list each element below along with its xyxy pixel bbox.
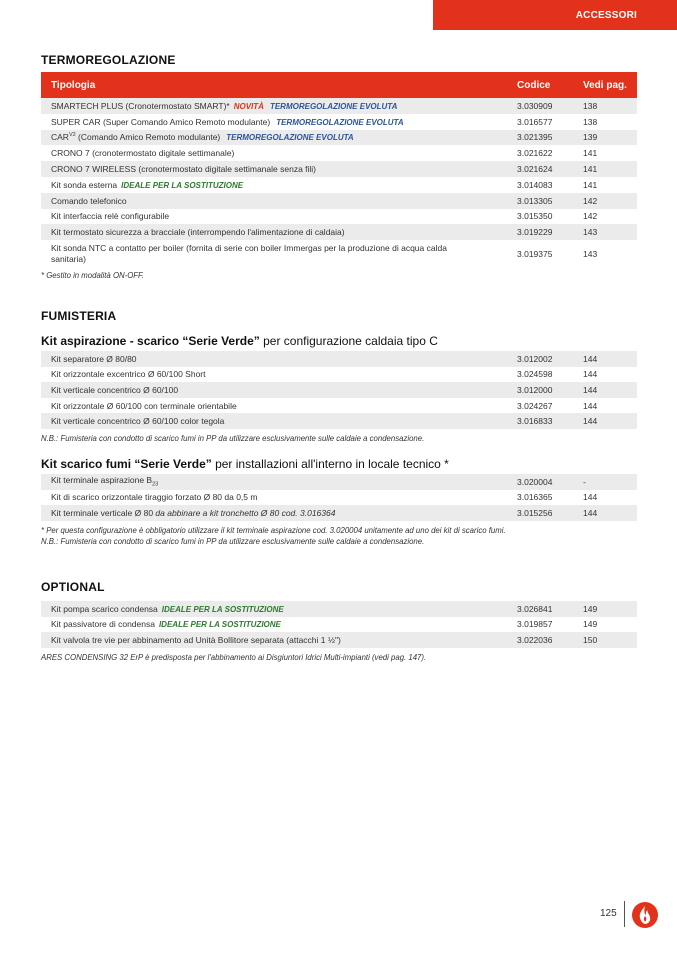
- optional-title: OPTIONAL: [41, 580, 105, 594]
- row-text: Kit verticale concentrico Ø 60/100 color tegola: [41, 413, 517, 429]
- row-code: 3.021395: [517, 130, 583, 146]
- row-text-superscript: V2: [68, 132, 76, 139]
- table-row: [41, 130, 637, 146]
- row-page: 144: [583, 492, 598, 503]
- tag-ideale-sostituzione: IDEALE PER LA SOSTITUZIONE: [158, 620, 281, 630]
- termoregolazione-note: * Gestito in modalità ON-OFF.: [41, 271, 144, 280]
- table-row: [41, 351, 637, 367]
- row-page: -: [583, 474, 637, 490]
- row-page: 144: [583, 369, 598, 380]
- row-text: Comando telefonico: [41, 193, 517, 209]
- row-text-italic: da abbinare a kit tronchetto Ø 80 cod. 3.016364: [153, 507, 336, 518]
- row-code: 3.026841: [517, 601, 583, 617]
- table-row: [41, 367, 637, 383]
- tag-termoregolazione-evoluta: TERMOREGOLAZIONE EVOLUTA: [226, 133, 354, 143]
- row-text-subscript: 23: [152, 482, 159, 489]
- row-code: 3.015350: [517, 211, 553, 222]
- kit-scarico-note-2: N.B.: Fumisteria con condotto di scarico fumi in PP da utilizzare esclusivamente sulle caldaie a condensazione.: [41, 537, 425, 546]
- row-code: 3.016577: [517, 116, 553, 127]
- brand-flame-logo-icon: [631, 901, 659, 929]
- kit-scarico-table: [41, 474, 637, 521]
- row-text-prefix: CAR: [51, 132, 69, 143]
- row-code: 3.020004: [517, 474, 583, 490]
- table-row: [41, 240, 637, 267]
- row-text: Kit verticale concentrico Ø 60/100: [41, 382, 517, 398]
- row-text: Kit orizzontale Ø 60/100 con terminale orientabile: [51, 400, 237, 411]
- table-row: [41, 177, 637, 193]
- row-text: CRONO 7 WIRELESS (cronotermostato digitale settimanale senza fili): [41, 161, 517, 177]
- row-code: 3.013305: [517, 193, 583, 209]
- row-code: 3.016833: [517, 413, 583, 429]
- termoregolazione-title: TERMOREGOLAZIONE: [41, 53, 176, 67]
- row-text: CRONO 7 (cronotermostato digitale settimanale): [51, 148, 235, 159]
- row-code: 3.014083: [517, 179, 553, 190]
- table-row: [41, 382, 637, 398]
- tag-novita: NOVITÀ: [233, 101, 264, 111]
- table-row: [41, 617, 637, 633]
- kit-scarico-note-1: * Per questa configurazione è obbligatorio utilizzare il kit terminale aspirazione cod. 3.020004 unitamente ad uno dei kit di scarico fumi.: [41, 526, 506, 535]
- row-page: 141: [583, 179, 598, 190]
- row-page: 144: [583, 413, 637, 429]
- row-page: 144: [583, 400, 598, 411]
- kit-aspirazione-note: N.B.: Fumisteria con condotto di scarico fumi in PP da utilizzare esclusivamente sulle caldaie a condensazione.: [41, 434, 425, 443]
- table-row: [41, 474, 637, 490]
- row-code: 3.021624: [517, 161, 583, 177]
- page-number: 125: [600, 908, 617, 919]
- table-row: [41, 632, 637, 648]
- row-page: 144: [583, 505, 637, 521]
- row-page: 143: [583, 248, 598, 259]
- optional-table: [41, 601, 637, 648]
- row-text: Kit separatore Ø 80/80: [41, 351, 517, 367]
- row-text: Kit terminale verticale Ø 80: [51, 507, 154, 518]
- row-page: 141: [583, 161, 637, 177]
- row-page: 150: [583, 632, 637, 648]
- row-page: 141: [583, 148, 598, 159]
- row-text-prefix: Kit terminale aspirazione B: [51, 475, 153, 486]
- table-row: [41, 398, 637, 414]
- row-page: 142: [583, 211, 598, 222]
- row-code: 3.016365: [517, 492, 553, 503]
- row-page: 149: [583, 619, 598, 630]
- footer-divider: [624, 901, 625, 927]
- tag-termoregolazione-evoluta: TERMOREGOLAZIONE EVOLUTA: [269, 101, 398, 111]
- table-row: [41, 98, 637, 114]
- optional-note: ARES CONDENSING 32 ErP è predisposta per l'abbinamento ai Disgiuntori Idrici Multi-impianti (vedi pag. 147).: [41, 653, 427, 662]
- kit-aspirazione-heading-bold: Kit aspirazione - scarico “Serie Verde”: [41, 334, 260, 348]
- table-row: [41, 224, 637, 240]
- kit-scarico-heading-bold: Kit scarico fumi “Serie Verde”: [41, 457, 212, 471]
- row-text: Kit sonda esterna: [51, 179, 118, 190]
- row-text: Kit valvola tre vie per abbinamento ad Unità Bollitore separata (attacchi 1 ½"): [41, 632, 517, 648]
- table-row: [41, 209, 637, 225]
- column-header-vedi-pag: Vedi pag.: [583, 72, 637, 98]
- row-text: (Comando Amico Remoto modulante): [75, 132, 221, 143]
- row-page: 144: [583, 351, 637, 367]
- row-code: 3.019857: [517, 619, 553, 630]
- row-text: Kit interfaccia relè configurabile: [51, 211, 170, 222]
- row-page: 149: [583, 601, 637, 617]
- kit-scarico-heading-rest: per installazioni all'interno in locale tecnico *: [211, 457, 449, 471]
- row-code: 3.021622: [517, 148, 553, 159]
- table-row: [41, 161, 637, 177]
- row-text: SUPER CAR (Super Comando Amico Remoto modulante): [51, 116, 271, 127]
- row-page: 138: [583, 116, 598, 127]
- row-page: 143: [583, 224, 637, 240]
- table-row: [41, 114, 637, 130]
- tag-termoregolazione-evoluta: TERMOREGOLAZIONE EVOLUTA: [276, 117, 404, 127]
- row-text: Kit passivatore di condensa: [51, 619, 155, 630]
- kit-scarico-heading: [41, 457, 449, 471]
- section-header-band: [433, 0, 677, 30]
- table-row: [41, 601, 637, 617]
- row-page: 138: [583, 98, 637, 114]
- termoregolazione-table: [41, 72, 637, 267]
- row-text: Kit orizzontale excentrico Ø 60/100 Short: [51, 369, 206, 380]
- row-code: 3.024267: [517, 400, 553, 411]
- row-code: 3.019229: [517, 224, 583, 240]
- row-code: 3.012000: [517, 382, 583, 398]
- row-page: 142: [583, 193, 637, 209]
- row-text: Kit termostato sicurezza a bracciale (interrompendo l'alimentazione di caldaia): [41, 224, 517, 240]
- section-header-label: ACCESSORI: [575, 9, 637, 21]
- row-text: Kit sonda NTC a contatto per boiler (fornita di serie con boiler Immergas per la produzione di acqua calda sanitaria): [51, 242, 447, 264]
- row-page: 144: [583, 382, 637, 398]
- row-text: SMARTECH PLUS (Cronotermostato SMART)*: [51, 100, 230, 111]
- row-text: Kit pompa scarico condensa: [51, 603, 158, 614]
- fumisteria-title: FUMISTERIA: [41, 309, 117, 323]
- tag-ideale-sostituzione: IDEALE PER LA SOSTITUZIONE: [121, 180, 244, 190]
- row-code: 3.022036: [517, 632, 583, 648]
- column-header-codice: Codice: [517, 72, 583, 98]
- row-code: 3.030909: [517, 98, 583, 114]
- row-page: 139: [583, 130, 637, 146]
- row-code: 3.019375: [517, 248, 553, 259]
- row-text: Kit di scarico orizzontale tiraggio forzato Ø 80 da 0,5 m: [51, 492, 258, 503]
- kit-aspirazione-heading-rest: per configurazione caldaia tipo C: [259, 334, 438, 348]
- table-row: [41, 413, 637, 429]
- tag-ideale-sostituzione: IDEALE PER LA SOSTITUZIONE: [161, 604, 284, 614]
- kit-aspirazione-heading: [41, 334, 438, 348]
- column-header-tipologia: Tipologia: [41, 72, 517, 98]
- table-row: [41, 490, 637, 506]
- row-code: 3.024598: [517, 369, 553, 380]
- row-code: 3.012002: [517, 351, 583, 367]
- kit-aspirazione-table: [41, 351, 637, 429]
- table-row: [41, 505, 637, 521]
- table-row: [41, 193, 637, 209]
- table-row: [41, 145, 637, 161]
- row-code: 3.015256: [517, 505, 583, 521]
